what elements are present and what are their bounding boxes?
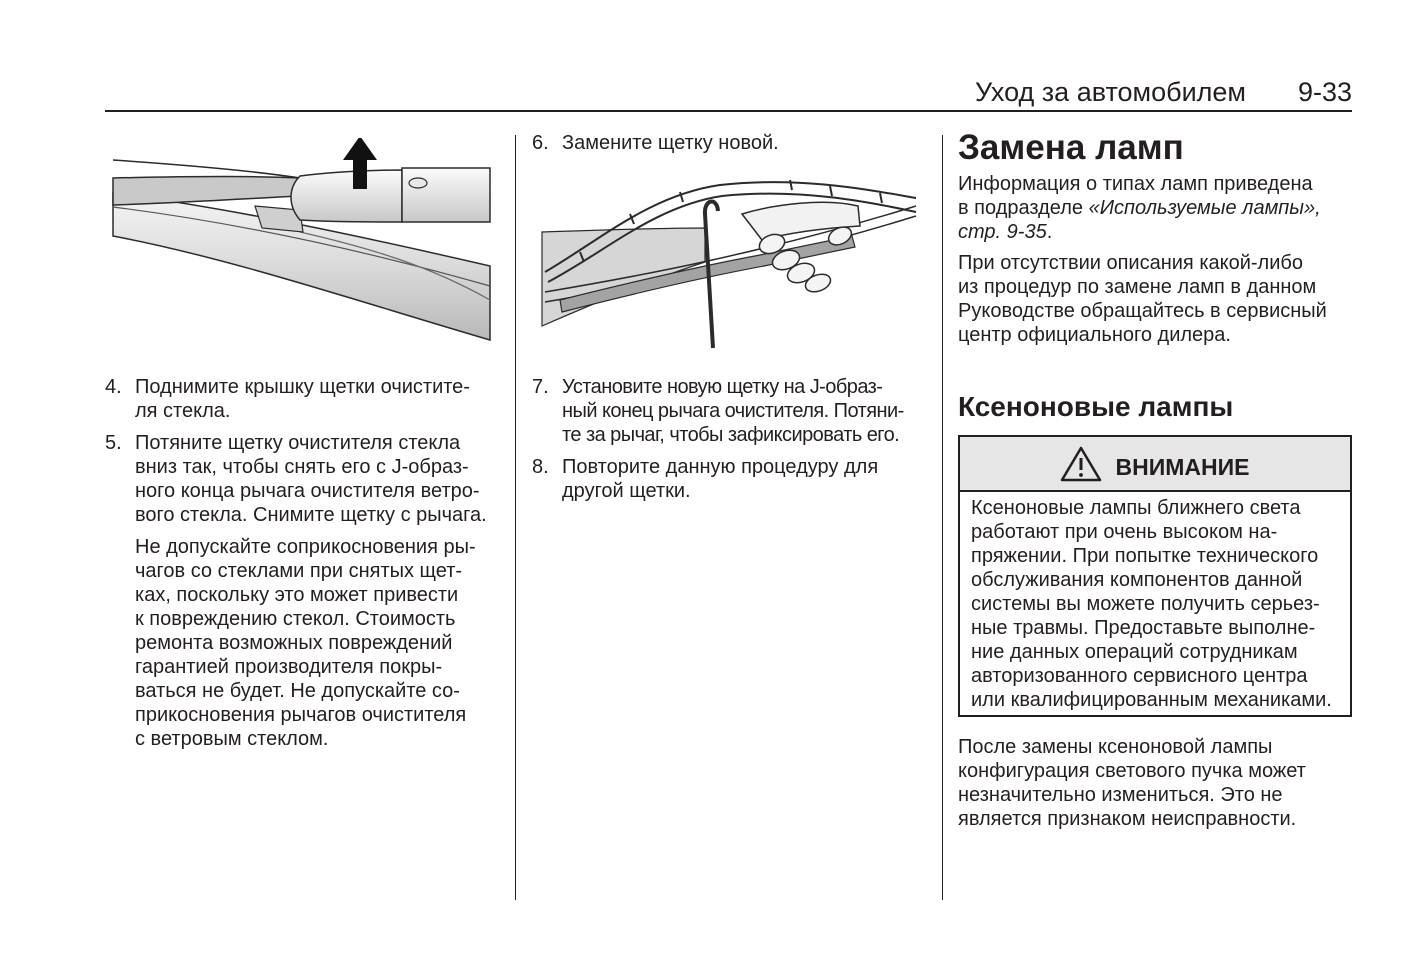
step-number: 7. [532, 376, 549, 398]
caution-line: пряжении. При попытке технического [971, 545, 1319, 567]
step-text [562, 455, 878, 503]
blade-cover [291, 170, 402, 222]
after-line: конфигурация светового пучка может [958, 760, 1306, 782]
wiper-arm [113, 177, 300, 206]
service-line: центр официального дилера. [958, 324, 1231, 346]
service-line: Руководстве обращайтесь в сервисный [958, 300, 1327, 322]
bulb-intro-paragraph [958, 172, 1321, 244]
caution-line: или квалифицированным механиками. [971, 689, 1332, 711]
after-line: После замены ксеноновой лампы [958, 736, 1273, 758]
step-5-line: ного конца рычага очистителя ветро- [135, 480, 480, 502]
caution-header [960, 437, 1350, 492]
blade-claw [830, 186, 832, 196]
caution-box [958, 435, 1352, 717]
step-number: 8. [532, 456, 549, 478]
step-text [562, 375, 904, 447]
note-line: прикосновения рычагов очистителя [135, 704, 467, 726]
step-7-line: ный конец рычага очистителя. Потяни- [562, 400, 904, 422]
step-number: 5. [105, 432, 122, 454]
service-line: из процедур по замене ламп в данном [958, 276, 1317, 298]
caution-text [960, 492, 1350, 712]
intro-line [958, 196, 1321, 220]
after-line: является признаком неисправности. [958, 808, 1297, 830]
blade-claw [880, 193, 882, 203]
step-5-line: вого стекла. Снимите щетку с рычага. [135, 504, 487, 526]
caution-line: ние данных операций сотрудникам [971, 641, 1298, 663]
step-8-line: Повторите данную процедуру для [562, 456, 879, 478]
intro-text-segment: в подразделе [958, 197, 1089, 219]
step-5-line: вниз так, чтобы снять его с J-образ- [135, 456, 469, 478]
note-line: Не допускайте соприкосновения ры- [135, 536, 476, 558]
bulb-replacement-heading: Замена ламп [958, 128, 1184, 167]
step-7-line: Установите новую щетку на J-образ- [562, 376, 883, 398]
caution-line: обслуживания компонентов данной [971, 569, 1303, 591]
note-line: гарантией производителя покры- [135, 656, 443, 678]
intro-line: Информация о типах ламп приведена [958, 173, 1313, 195]
step-7-line: те за рычаг, чтобы зафиксировать его. [562, 424, 900, 446]
note-paragraph [135, 535, 476, 751]
warning-icon [1060, 446, 1102, 482]
step-4-line: ля стекла. [135, 400, 231, 422]
note-line: ваться не будет. Не допускайте со- [135, 680, 460, 702]
sleeve-slot [409, 178, 427, 188]
step-text [135, 375, 470, 423]
xenon-after-paragraph [958, 735, 1306, 831]
step-5-line: Потяните щетку очистителя стекла [135, 432, 461, 454]
after-line: незначительно измениться. Это не [958, 784, 1283, 806]
column-divider-left [515, 135, 516, 900]
note-line: ках, поскольку это может привести [135, 584, 459, 606]
step-text [135, 431, 487, 527]
note-line: ремонта возможных повреждений [135, 632, 453, 654]
xenon-lamps-heading: Ксеноновые лампы [958, 391, 1234, 422]
step-number: 6. [532, 132, 549, 154]
bulbs-section-reference-link[interactable]: «Используемые лампы», [1088, 197, 1321, 219]
step-6-line: Замените щетку новой. [562, 132, 779, 154]
caution-line: ные травмы. Предоставьте выполне- [971, 617, 1316, 639]
bulb-service-paragraph [958, 251, 1327, 347]
page-reference-link[interactable]: стр. 9-35 [958, 221, 1047, 243]
arm-sleeve [402, 168, 490, 222]
step-number: 4. [105, 376, 122, 398]
intro-line [958, 220, 1321, 244]
caution-line: авторизованного сервисного центра [971, 665, 1308, 687]
header-rule [105, 110, 1352, 112]
note-line: к повреждению стекол. Стоимость [135, 608, 456, 630]
service-line: При отсутствии описания какой-либо [958, 252, 1303, 274]
step-8-line: другой щетки. [562, 480, 691, 502]
caution-line: работают при очень высоком на- [971, 521, 1278, 543]
note-line: с ветровым стеклом. [135, 728, 329, 750]
warning-exclamation-bar [1080, 458, 1083, 470]
note-line: чагов со стеклами при снятых щет- [135, 560, 463, 582]
caution-label: ВНИМАНИЕ [1115, 453, 1250, 480]
wiper-blade-removal-illustration [110, 138, 492, 348]
step-text [562, 131, 779, 155]
wiper-blade-install-illustration [538, 165, 918, 353]
column-divider-right [942, 135, 943, 900]
page-number: 9-33 [1297, 77, 1352, 107]
caution-line: Ксеноновые лампы ближнего света [971, 497, 1301, 519]
warning-exclamation-dot [1080, 473, 1084, 477]
step-4-line: Поднимите крышку щетки очистите- [135, 376, 470, 398]
intro-text-segment: . [1046, 221, 1053, 243]
caution-line: системы вы можете получить серьез- [971, 593, 1320, 615]
section-title: Уход за автомобилем [974, 77, 1246, 107]
